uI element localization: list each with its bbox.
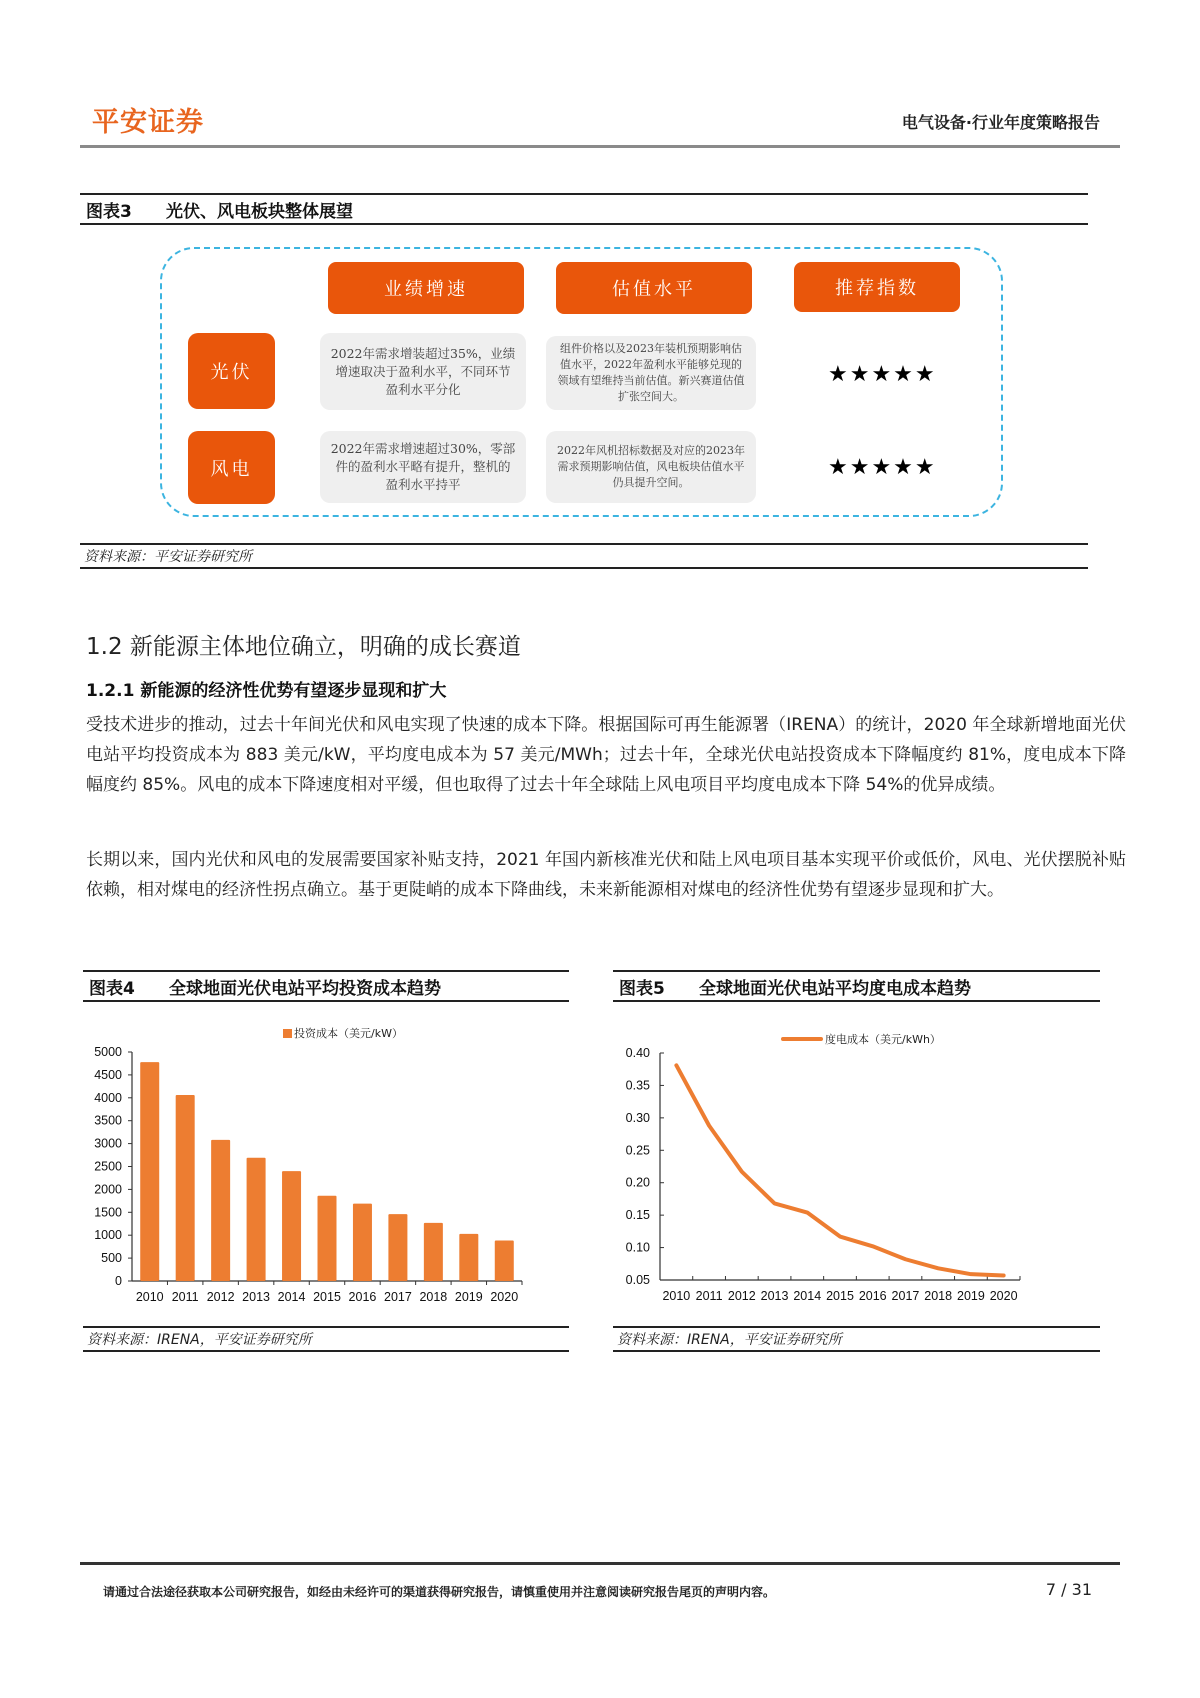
y-tick-label: 0: [115, 1274, 122, 1288]
column-header-rating: 推荐指数: [794, 262, 960, 312]
legend-swatch: [283, 1029, 292, 1038]
figure3-title: 光伏、风电板块整体展望: [166, 201, 353, 222]
x-tick-label: 2012: [206, 1290, 235, 1304]
pv-growth-cell: 2022年需求增装超过35%，业绩增速取决于盈利水平，不同环节盈利水平分化: [320, 333, 526, 410]
bar-2019: [459, 1234, 478, 1281]
figure4-legend-label: 投资成本（美元/kW）: [294, 1027, 403, 1040]
wind-rating-stars: ★★★★★: [828, 455, 937, 480]
y-tick-label: 0.30: [625, 1110, 650, 1125]
x-tick-label: 2017: [891, 1289, 920, 1303]
x-tick-label: 2019: [454, 1290, 483, 1304]
x-tick-label: 2016: [858, 1289, 887, 1303]
y-tick-label: 0.05: [625, 1273, 650, 1287]
report-category: 电气设备·行业年度策略报告: [901, 113, 1100, 132]
bar-2010: [140, 1062, 159, 1281]
y-tick-label: 3500: [94, 1113, 122, 1128]
y-tick-label: 0.40: [625, 1046, 650, 1060]
x-tick-label: 2010: [135, 1290, 164, 1304]
x-tick-label: 2015: [313, 1290, 341, 1304]
investment-cost-bar-chart: [80, 1040, 580, 1310]
pv-rating-stars: ★★★★★: [828, 362, 937, 387]
x-tick-label: 2011: [695, 1289, 723, 1303]
pv-valuation-cell: 组件价格以及2023年装机预期影响估值水平，2022年盈利水平能够兑现的领域有望维持当前估值。新兴赛道估值扩张空间大。: [546, 336, 756, 410]
x-tick-label: 2010: [662, 1289, 691, 1303]
x-tick-label: 2011: [171, 1290, 199, 1304]
paragraph-grid-parity: 长期以来，国内光伏和风电的发展需要国家补贴支持，2021 年国内新核准光伏和陆上风电项目基本实现平价或低价，风电、光伏摆脱补贴依赖，相对煤电的经济性拐点确立。基于更陡峭的成本下降曲线，未来新能源相对煤电的经济性优势有望逐步显现和扩大。: [86, 850, 1126, 900]
header-divider: [80, 145, 1120, 148]
figure5-title-bar: [613, 970, 1100, 1002]
x-tick-label: 2017: [384, 1290, 412, 1304]
x-tick-label: 2018: [924, 1289, 953, 1303]
y-tick-label: 2000: [94, 1182, 122, 1197]
bar-2017: [388, 1214, 407, 1281]
x-tick-label: 2019: [957, 1289, 985, 1303]
y-tick-label: 3000: [94, 1136, 122, 1151]
paragraph-cost-decline: 受技术进步的推动，过去十年间光伏和风电实现了快速的成本下降。根据国际可再生能源署（IRENA）的统计，2020 年全球新增地面光伏电站平均投资成本为 883 美元/kW，平均度电成本为 57 美元/MWh；过去十年，全球光伏电站投资成本下降幅度约 81%，度电成本下降幅度约 85%。风电的成本下降速度相对平缓，但也取得了过去十年全球陆上风电项目平均度电成本下降 54%的优异成绩。: [86, 715, 1126, 795]
y-tick-label: 1500: [94, 1205, 122, 1220]
x-tick-label: 2014: [793, 1289, 822, 1303]
bar-2016: [353, 1204, 372, 1281]
wind-valuation-cell: 2022年风机招标数据及对应的2023年需求预期影响估值，风电板块估值水平仍具提升空间。: [546, 431, 756, 503]
x-tick-label: 2013: [760, 1289, 789, 1303]
page-number: 7 / 31: [1045, 1580, 1092, 1599]
y-tick-label: 1000: [94, 1228, 122, 1243]
section-heading: 1.2 新能源主体地位确立，明确的成长赛道: [86, 634, 521, 660]
x-tick-label: 2018: [419, 1290, 448, 1304]
figure4-title: 全球地面光伏电站平均投资成本趋势: [169, 978, 441, 999]
row-header-wind: 风电: [188, 431, 275, 504]
x-tick-label: 2014: [277, 1290, 306, 1304]
figure5-source: 资料来源：IRENA，平安证券研究所: [613, 1326, 1100, 1352]
column-header-valuation: 估值水平: [556, 262, 752, 314]
subsection-heading: 1.2.1 新能源的经济性优势有望逐步显现和扩大: [86, 681, 447, 701]
x-tick-label: 2020: [490, 1290, 519, 1304]
x-tick-label: 2012: [727, 1289, 756, 1303]
y-tick-label: 2500: [94, 1159, 122, 1174]
figure3-title-bar: [80, 193, 1088, 225]
y-tick-label: 0.25: [625, 1143, 650, 1158]
figure5-legend-label: 度电成本（美元/kWh）: [825, 1033, 941, 1046]
y-tick-label: 4500: [94, 1067, 122, 1082]
bar-2020: [495, 1241, 514, 1281]
y-tick-label: 5000: [94, 1045, 122, 1059]
figure4-number: 图表4: [89, 978, 135, 999]
wind-growth-cell: 2022年需求增速超过30%，零部件的盈利水平略有提升，整机的盈利水平持平: [320, 431, 526, 503]
x-tick-label: 2016: [348, 1290, 377, 1304]
footer-divider: [80, 1562, 1120, 1565]
row-header-pv: 光伏: [188, 333, 275, 409]
figure5-number: 图表5: [619, 978, 665, 999]
x-tick-label: 2015: [826, 1289, 854, 1303]
x-tick-label: 2020: [989, 1289, 1018, 1303]
figure4-legend: [283, 1025, 403, 1041]
lcoe-line-chart: [600, 1040, 1100, 1310]
x-tick-label: 2013: [242, 1290, 270, 1304]
bar-2013: [247, 1158, 266, 1281]
y-tick-label: 0.10: [625, 1240, 650, 1255]
lcoe-series-line: [676, 1065, 1003, 1275]
bar-2018: [424, 1223, 443, 1281]
figure3-number: 图表3: [86, 201, 132, 222]
company-logo: 平安证券: [92, 107, 204, 138]
figure3-source: 资料来源：平安证券研究所: [80, 543, 1088, 569]
figure4-title-bar: [83, 970, 569, 1002]
bar-2015: [318, 1196, 337, 1281]
y-tick-label: 0.35: [625, 1078, 650, 1093]
bar-2011: [176, 1095, 195, 1281]
y-tick-label: 500: [101, 1251, 122, 1266]
bar-2014: [282, 1171, 301, 1281]
y-tick-label: 4000: [94, 1090, 122, 1105]
bar-2012: [211, 1140, 230, 1281]
y-tick-label: 0.20: [625, 1175, 650, 1190]
footer-disclaimer: 请通过合法途径获取本公司研究报告，如经由未经许可的渠道获得研究报告，请慎重使用并注意阅读研究报告尾页的声明内容。: [103, 1585, 776, 1599]
figure4-source: 资料来源：IRENA，平安证券研究所: [83, 1326, 569, 1352]
y-tick-label: 0.15: [625, 1208, 650, 1223]
column-header-growth: 业绩增速: [328, 262, 524, 314]
figure5-title: 全球地面光伏电站平均度电成本趋势: [699, 978, 971, 999]
